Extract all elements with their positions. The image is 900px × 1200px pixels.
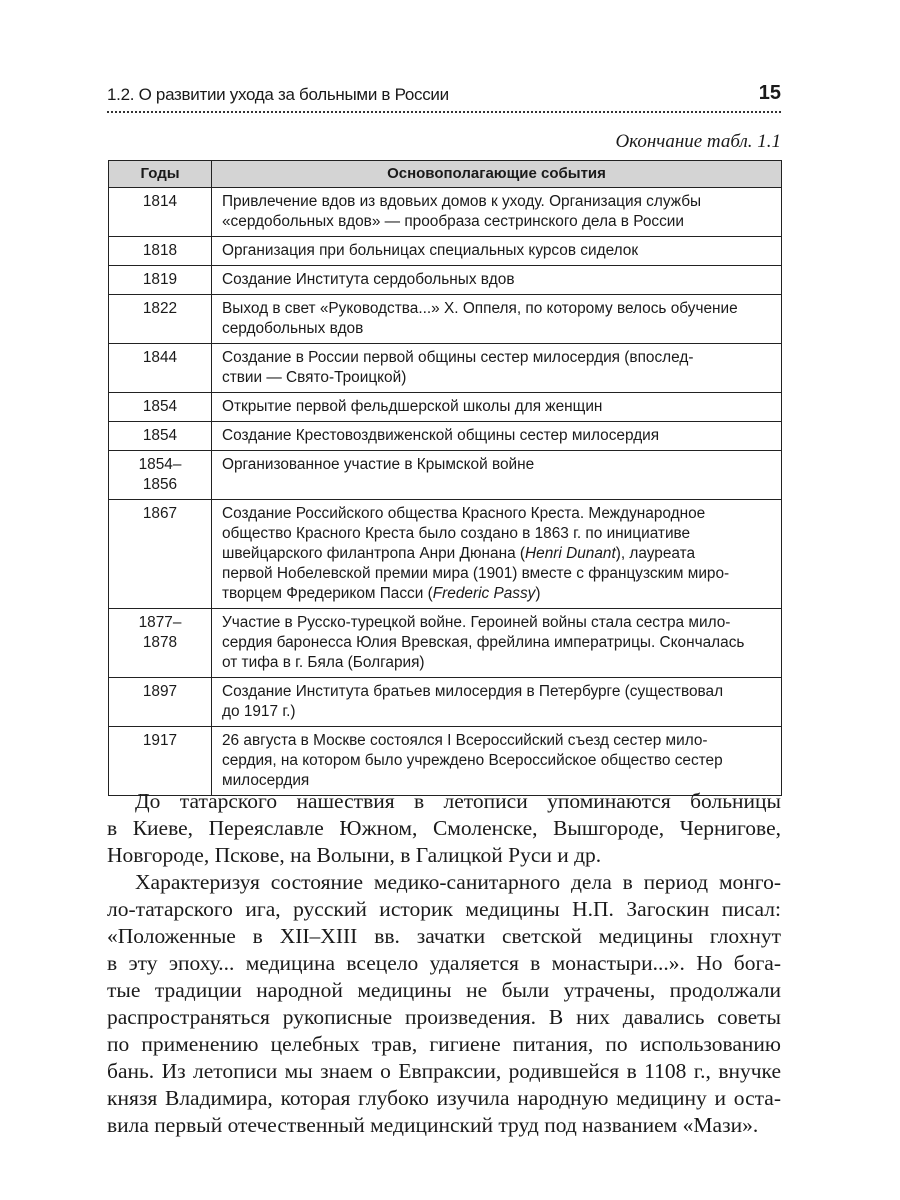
table-row	[109, 188, 782, 237]
year-text: 1854	[142, 398, 178, 415]
year-cell	[109, 344, 212, 393]
event-text-line: Открытие первой фельдшерской школы для женщин	[222, 398, 603, 415]
event-text-line: Создание Крестовоздвиженской общины сестер милосердия	[222, 427, 660, 444]
paragraph-line: по применению целебных трав, гигиене питания, по использованию	[107, 1032, 781, 1056]
paragraph-line: До татарского нашествия в летописи упоминаются больницы	[135, 789, 781, 813]
event-text-line: творцем Фредериком Пасси (Frederic Passy)	[222, 585, 541, 602]
year-text: 1818	[142, 242, 178, 259]
year-cell	[109, 295, 212, 344]
year-cell	[109, 393, 212, 422]
table-row	[109, 266, 782, 295]
paragraph-line: ло-татарского ига, русский историк медицины Н.П. Загоскин писал:	[107, 897, 781, 921]
year-cell	[109, 678, 212, 727]
event-text-line: ствии — Свято-Троицкой)	[222, 369, 407, 386]
events-table	[108, 160, 782, 796]
paragraph-line: в Киеве, Переяславле Южном, Смоленске, Вышгороде, Чернигове,	[107, 816, 781, 840]
paragraph-line: распространяться рукописные произведения. В них давались советы	[107, 1005, 781, 1029]
event-text-line: от тифа в г. Бяла (Болгария)	[222, 654, 425, 671]
event-cell	[212, 422, 782, 451]
event-text-line: сердия баронесса Юлия Вревская, фрейлина императрицы. Скончалась	[222, 634, 745, 651]
year-text: 1877–	[138, 614, 182, 631]
body-paragraph	[107, 788, 781, 869]
paragraph-line: бань. Из летописи мы знаем о Евпраксии, родившейся в 1108 г., внучке	[107, 1059, 781, 1083]
event-cell	[212, 393, 782, 422]
event-cell	[212, 188, 782, 237]
page-number: 15	[758, 82, 781, 104]
year-cell	[109, 451, 212, 500]
table-caption: Окончание табл. 1.1	[615, 131, 781, 152]
table-row	[109, 393, 782, 422]
event-text-line: Создание Института братьев милосердия в Петербурге (существовал	[222, 683, 724, 700]
year-cell	[109, 237, 212, 266]
event-cell	[212, 500, 782, 609]
event-text-line: швейцарского филантропа Анри Дюнана (Henri Dunant), лауреата	[222, 545, 696, 562]
paragraph-line: тые традиции народной медицины не были утрачены, продолжали	[107, 978, 781, 1002]
event-cell	[212, 344, 782, 393]
body-text	[107, 788, 781, 1139]
year-text: 1844	[142, 349, 178, 366]
paragraph-line: Характеризуя состояние медико-санитарного дела в период монго-	[135, 870, 781, 894]
event-text-line: первой Нобелевской премии мира (1901) вместе с французским миро-	[222, 565, 730, 582]
paragraph-line: в эту эпоху... медицина всецело удаляется в монастыри...». Но бога-	[107, 951, 781, 975]
event-text-line: милосердия	[222, 772, 310, 789]
event-text-line: общество Красного Креста было создано в 1863 г. по инициативе	[222, 525, 691, 542]
event-cell	[212, 237, 782, 266]
year-text: 1854–	[138, 456, 182, 473]
running-header	[107, 82, 781, 108]
year-text: 1897	[142, 683, 178, 700]
table-row	[109, 344, 782, 393]
event-text-line: Создание в России первой общины сестер милосердия (впослед-	[222, 349, 694, 366]
year-text: 1822	[142, 300, 178, 317]
table-header-row	[109, 161, 782, 188]
header-dotted-divider	[107, 111, 781, 113]
table-row	[109, 422, 782, 451]
event-text-line: сердобольных вдов	[222, 320, 364, 337]
event-text-line: Участие в Русско-турецкой войне. Героиней войны стала сестра мило-	[222, 614, 731, 631]
event-cell	[212, 609, 782, 678]
year-text: 1854	[142, 427, 178, 444]
paragraph-line: «Положенные в XII–XIII вв. зачатки светской медицины глохнут	[107, 924, 781, 948]
column-header-years: Годы	[109, 161, 212, 188]
event-cell	[212, 266, 782, 295]
event-text-line: Организация при больницах специальных курсов сиделок	[222, 242, 639, 259]
event-text-line: 26 августа в Москве состоялся I Всероссийский съезд сестер мило-	[222, 732, 708, 749]
year-text: 1867	[142, 505, 178, 522]
year-text: 1819	[142, 271, 178, 288]
event-text-line: до 1917 г.)	[222, 703, 296, 720]
table-body	[109, 188, 782, 796]
year-text: 1856	[142, 476, 178, 493]
year-cell	[109, 609, 212, 678]
table-row	[109, 237, 782, 266]
table-row	[109, 678, 782, 727]
column-header-events: Основополагающие события	[212, 161, 782, 188]
year-text: 1917	[142, 732, 178, 749]
paragraph-line: Новгороде, Пскове, на Волыни, в Галицкой Руси и др.	[107, 843, 602, 867]
event-text-line: «сердобольных вдов» — прообраза сестринского дела в России	[222, 213, 684, 230]
year-cell	[109, 266, 212, 295]
table-row	[109, 500, 782, 609]
event-text-line: сердия, на котором было учреждено Всероссийское общество сестер	[222, 752, 723, 769]
year-cell	[109, 188, 212, 237]
year-cell	[109, 422, 212, 451]
event-cell	[212, 295, 782, 344]
event-text-line: Организованное участие в Крымской войне	[222, 456, 535, 473]
year-text: 1878	[142, 634, 178, 651]
event-text-line: Создание Института сердобольных вдов	[222, 271, 515, 288]
event-cell	[212, 451, 782, 500]
table-row	[109, 451, 782, 500]
year-text: 1814	[142, 193, 178, 210]
year-cell	[109, 500, 212, 609]
body-paragraph	[107, 869, 781, 1139]
section-title: 1.2. О развитии ухода за больными в России	[107, 85, 449, 104]
event-text-line: Создание Российского общества Красного Креста. Международное	[222, 505, 706, 522]
event-text-line: Выход в свет «Руководства...» Х. Оппеля, по которому велось обучение	[222, 300, 738, 317]
year-cell	[109, 727, 212, 796]
event-cell	[212, 727, 782, 796]
event-text-line: Привлечение вдов из вдовьих домов к уходу. Организация службы	[222, 193, 702, 210]
event-cell	[212, 678, 782, 727]
table-row	[109, 727, 782, 796]
table-row	[109, 609, 782, 678]
table-row	[109, 295, 782, 344]
paragraph-line: князя Владимира, которая глубоко изучила народную медицину и оста-	[107, 1086, 781, 1110]
paragraph-line: вила первый отечественный медицинский труд под названием «Мази».	[107, 1113, 759, 1137]
